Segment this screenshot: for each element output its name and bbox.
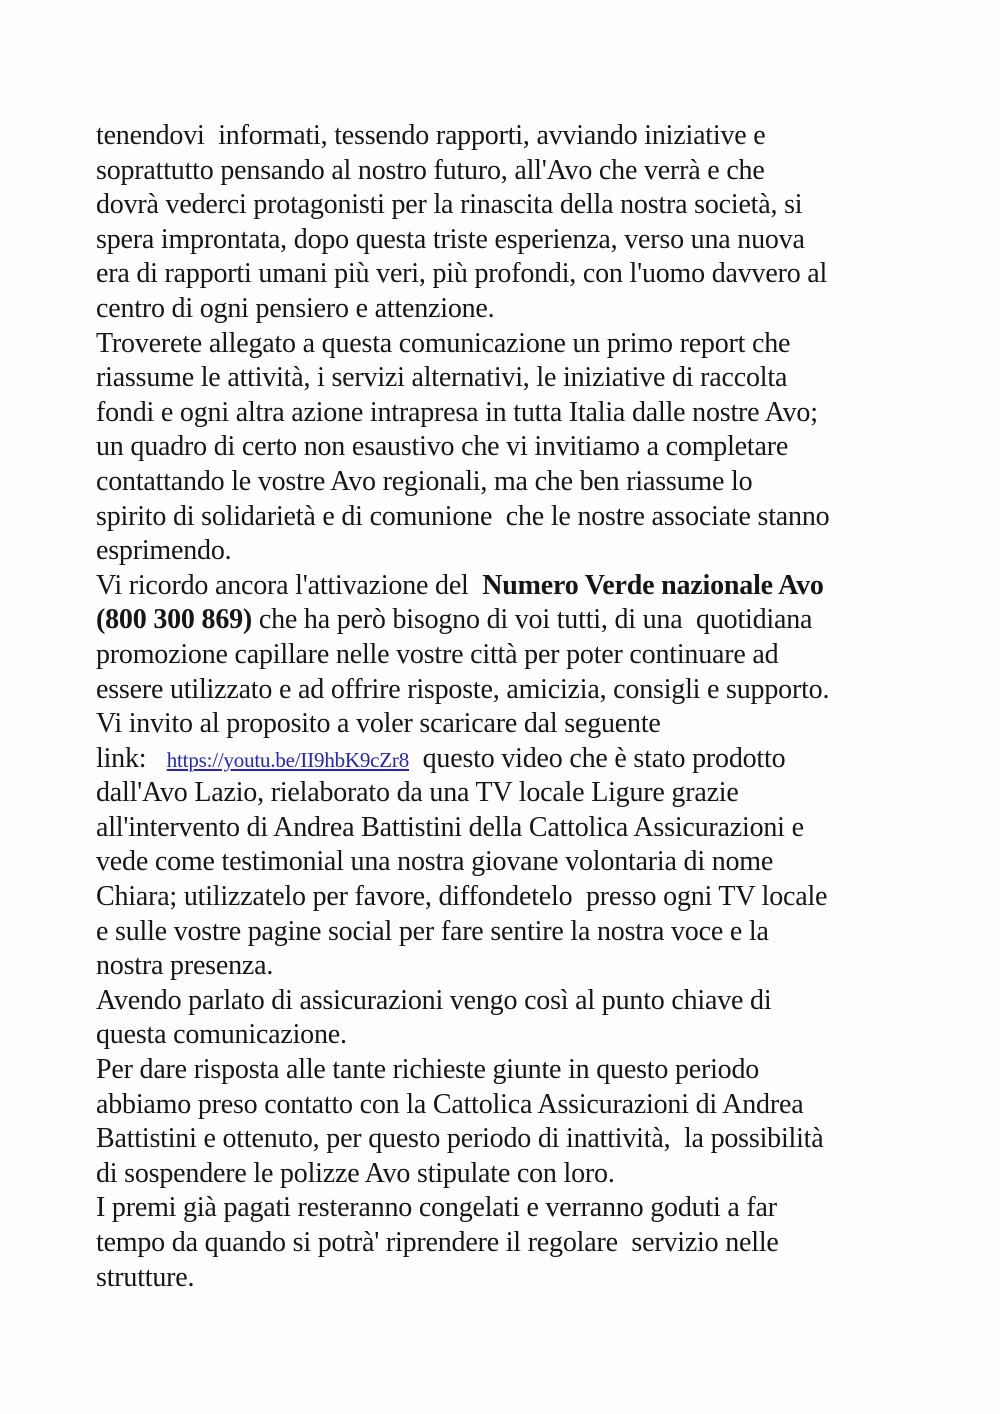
text-line xyxy=(96,1122,926,1157)
text-segment: soprattutto pensando al nostro futuro, all'Avo che verrà e che xyxy=(96,154,765,186)
text-line xyxy=(96,707,926,742)
text-segment: link: xyxy=(96,742,167,774)
text-segment: strutture. xyxy=(96,1261,195,1293)
text-line xyxy=(96,327,926,362)
text-line xyxy=(96,361,926,396)
text-line xyxy=(96,603,926,638)
text-segment: Avendo parlato di assicurazioni vengo così al punto chiave di xyxy=(96,984,772,1016)
text-line xyxy=(96,430,926,465)
text-segment: che ha però bisogno di voi tutti, di una quotidiana xyxy=(252,604,813,636)
text-segment: Chiara; utilizzatelo per favore, diffondetelo presso ogni TV locale xyxy=(96,881,828,913)
text-segment: Troverete allegato a questa comunicazione un primo report che xyxy=(96,327,791,359)
text-segment: abbiamo preso contatto con la Cattolica Assicurazioni di Andrea xyxy=(96,1088,804,1120)
text-segment: tempo da quando si potrà' riprendere il regolare servizio nelle xyxy=(96,1227,779,1258)
text-line xyxy=(96,119,926,154)
text-line xyxy=(96,1053,926,1088)
text-segment: tenendovi informati, tessendo rapporti, avviando iniziative e xyxy=(96,120,766,151)
text-line xyxy=(96,673,926,708)
text-line xyxy=(96,742,926,777)
text-segment: dovrà vederci protagonisti per la rinascita della nostra società, si xyxy=(96,189,803,221)
text-segment: questo video che è stato prodotto xyxy=(409,742,786,774)
text-line xyxy=(96,915,926,950)
bold-text: (800 300 869) xyxy=(96,604,253,636)
text-segment: I premi già pagati resteranno congelati e verranno goduti a far xyxy=(96,1192,777,1224)
text-line xyxy=(96,500,926,535)
document-body xyxy=(96,119,926,1295)
text-line xyxy=(96,638,926,673)
text-line xyxy=(96,465,926,500)
text-segment: essere utilizzato e ad offrire risposte, amicizia, consigli e supporto. xyxy=(96,673,830,705)
text-line xyxy=(96,984,926,1019)
text-line xyxy=(96,1088,926,1123)
text-segment: e sulle vostre pagine social per fare sentire la nostra voce e la xyxy=(96,915,769,947)
bold-text: Numero Verde nazionale Avo xyxy=(482,569,824,601)
text-segment: dall'Avo Lazio, rielaborato da una TV locale Ligure grazie xyxy=(96,777,739,809)
text-line xyxy=(96,154,926,189)
text-line xyxy=(96,292,926,327)
text-segment: vede come testimonial una nostra giovane volontaria di nome xyxy=(96,846,774,878)
text-line xyxy=(96,880,926,915)
text-line xyxy=(96,776,926,811)
text-segment: fondi e ogni altra azione intrapresa in tutta Italia dalle nostre Avo; xyxy=(96,396,818,428)
text-segment: Vi invito al proposito a voler scaricare dal seguente xyxy=(96,708,661,740)
text-line xyxy=(96,949,926,984)
text-segment: questa comunicazione. xyxy=(96,1019,347,1051)
text-line xyxy=(96,1157,926,1192)
text-segment: era di rapporti umani più veri, più profondi, con l'uomo davvero al xyxy=(96,258,828,290)
text-line xyxy=(96,534,926,569)
text-segment: un quadro di certo non esaustivo che vi invitiamo a completare xyxy=(96,431,789,463)
text-segment: contattando le vostre Avo regionali, ma che ben riassume lo xyxy=(96,465,753,497)
text-segment: centro di ogni pensiero e attenzione. xyxy=(96,292,495,324)
text-segment: Battistini e ottenuto, per questo periodo di inattività, la possibilità xyxy=(96,1123,824,1155)
text-line xyxy=(96,1226,926,1261)
text-segment: spirito di solidarietà e di comunione che le nostre associate stanno xyxy=(96,500,830,532)
text-segment: esprimendo. xyxy=(96,535,232,567)
text-segment: riassume le attività, i servizi alternativi, le iniziative di raccolta xyxy=(96,362,788,394)
youtube-link[interactable]: https://youtu.be/II9hbK9cZr8 xyxy=(166,747,410,772)
text-line xyxy=(96,257,926,292)
text-line xyxy=(96,1261,926,1296)
text-segment: promozione capillare nelle vostre città per poter continuare ad xyxy=(96,638,779,670)
text-line xyxy=(96,569,926,604)
text-segment: spera improntata, dopo questa triste esperienza, verso una nuova xyxy=(96,223,805,255)
text-line xyxy=(96,1018,926,1053)
text-line xyxy=(96,1191,926,1226)
text-line xyxy=(96,811,926,846)
text-segment: nostra presenza. xyxy=(96,950,274,982)
text-line xyxy=(96,396,926,431)
text-segment: all'intervento di Andrea Battistini della Cattolica Assicurazioni e xyxy=(96,811,804,843)
text-line xyxy=(96,223,926,258)
text-line xyxy=(96,188,926,223)
text-segment: di sospendere le polizze Avo stipulate con loro. xyxy=(96,1157,615,1189)
text-segment: Per dare risposta alle tante richieste giunte in questo periodo xyxy=(96,1054,760,1086)
text-segment: Vi ricordo ancora l'attivazione del xyxy=(96,569,483,601)
text-line xyxy=(96,845,926,880)
